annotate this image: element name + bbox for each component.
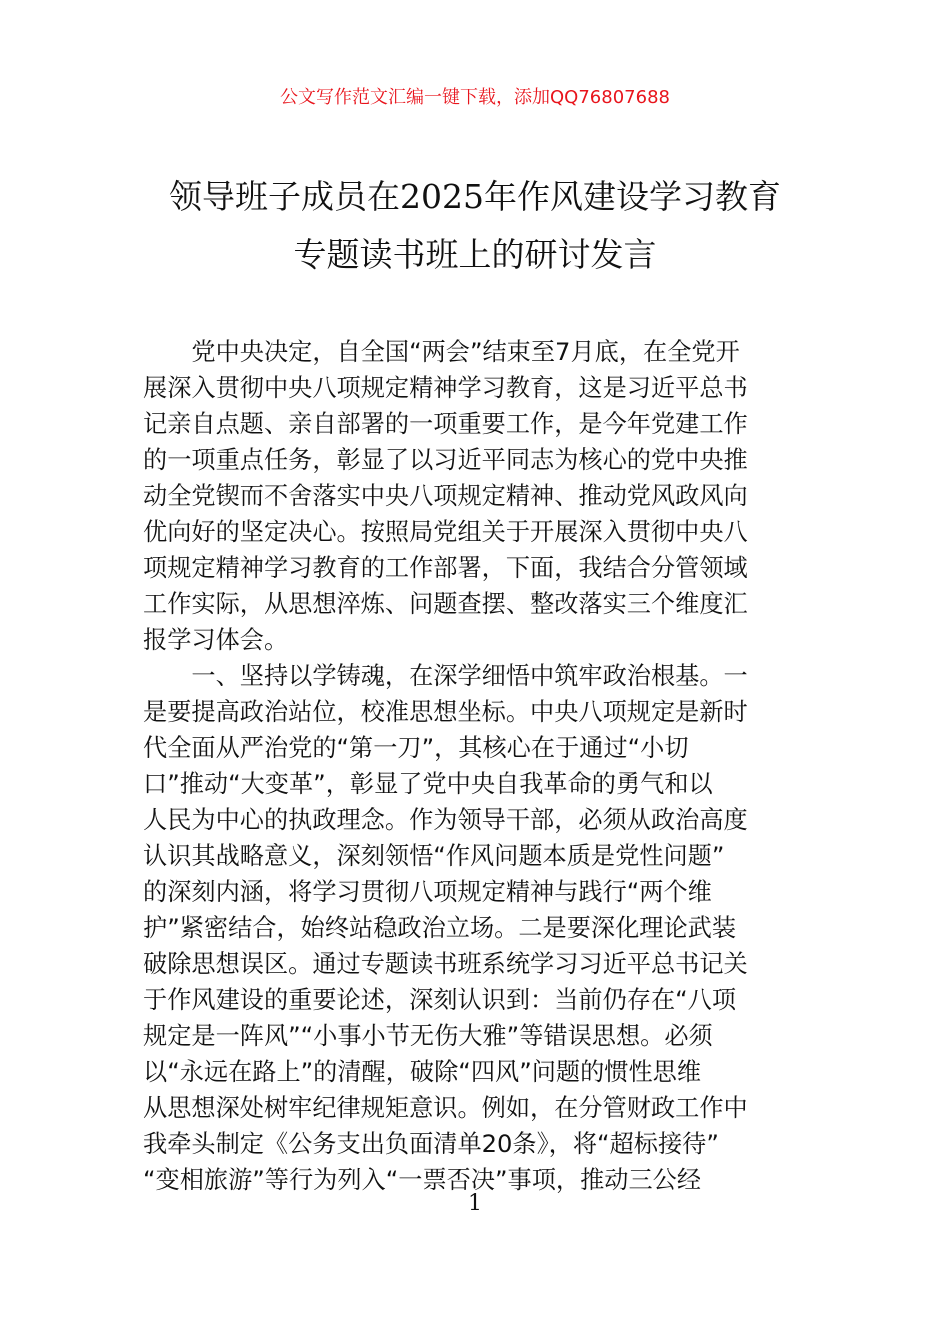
document-title (100, 168, 850, 284)
body-line: 动全党锲而不舍落实中央八项规定精神、推动党风政风向 (143, 482, 748, 510)
title-line-1: 领导班子成员在2025年作风建设学习教育 (169, 177, 781, 216)
body-line: 我牵头制定《公务支出负面清单20条》，将“超标接待” (143, 1130, 719, 1158)
body-line: 工作实际，从思想淬炼、问题查摆、整改落实三个维度汇 (143, 590, 748, 618)
body-line: 规定是一阵风”“小事小节无伤大雅”等错误思想。必须 (143, 1022, 713, 1050)
body-line: 项规定精神学习教育的工作部署，下面，我结合分管领域 (143, 554, 748, 582)
body-line: 以“永远在路上”的清醒，破除“四风”问题的惯性思维 (143, 1058, 702, 1086)
body-line: 破除思想误区。通过专题读书班系统学习习近平总书记关 (143, 950, 748, 978)
body-text (143, 334, 808, 1198)
page-number: 1 (468, 1191, 482, 1216)
body-line: 记亲自点题、亲自部署的一项重要工作，是今年党建工作 (143, 410, 748, 438)
body-line: 人民为中心的执政理念。作为领导干部，必须从政治高度 (143, 806, 748, 834)
body-line: 于作风建设的重要论述，深刻认识到：当前仍存在“八项 (143, 986, 737, 1014)
body-line: 党中央决定，自全国“两会”结束至7月底，在全党开 (143, 338, 740, 366)
body-line: 展深入贯彻中央八项规定精神学习教育，这是习近平总书 (143, 374, 748, 402)
download-banner: 公文写作范文汇编一键下载，添加QQ76807688 (280, 87, 670, 108)
title-line-2: 专题读书班上的研讨发言 (293, 235, 657, 274)
body-line: 认识其战略意义，深刻领悟“作风问题本质是党性问题” (143, 842, 725, 870)
body-line: 的深刻内涵，将学习贯彻八项规定精神与践行“两个维 (143, 878, 712, 906)
body-line: 护”紧密结合，始终站稳政治立场。二是要深化理论武装 (143, 914, 737, 942)
body-line: 报学习体会。 (143, 626, 289, 654)
body-line: 从思想深处树牢纪律规矩意识。例如，在分管财政工作中 (143, 1094, 748, 1122)
body-line: 是要提高政治站位，校准思想坐标。中央八项规定是新时 (143, 698, 748, 726)
body-line: 的一项重点任务，彰显了以习近平同志为核心的党中央推 (143, 446, 748, 474)
body-line: 优向好的坚定决心。按照局党组关于开展深入贯彻中央八 (143, 518, 748, 546)
body-line: “变相旅游”等行为列入“一票否决”事项，推动三公经 (143, 1166, 702, 1194)
body-line: 一、坚持以学铸魂，在深学细悟中筑牢政治根基。一 (143, 662, 748, 690)
body-line: 代全面从严治党的“第一刀”，其核心在于通过“小切 (143, 734, 689, 762)
body-line: 口”推动“大变革”，彰显了党中央自我革命的勇气和以 (143, 770, 713, 798)
